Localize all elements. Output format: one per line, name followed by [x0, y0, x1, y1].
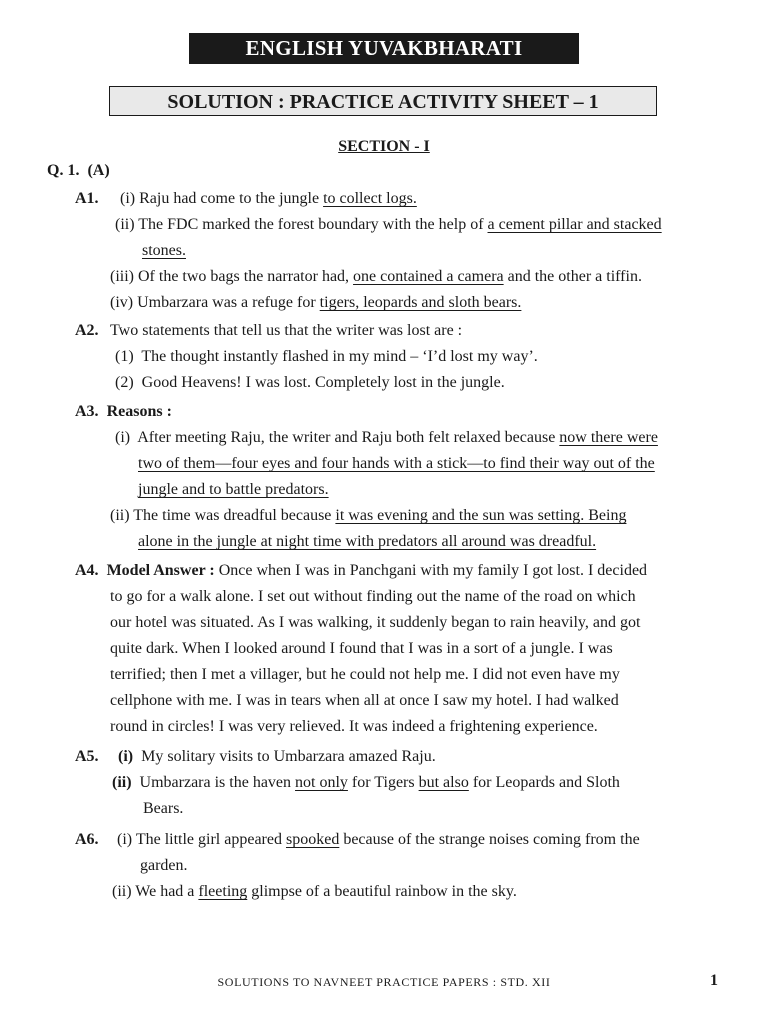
a4-line-4: quite dark. When I looked around I found that I was in a sort of a jungle. I was — [110, 640, 613, 657]
a3-item-2-line2: alone in the jungle at night time with predators all around was dreadful. — [138, 533, 597, 550]
a1-item-2-cont: stones. — [142, 242, 186, 259]
a5-item-2-cont: Bears. — [143, 800, 184, 817]
a1-item-3: (iii) Of the two bags the narrator had, one contained a camera and the other a tiffin. — [110, 268, 642, 285]
a3-item-2: (ii) The time was dreadful because it was evening and the sun was setting. Being — [110, 507, 627, 524]
a4-line-5: terrified; then I met a villager, but he could not help me. I did not even have my — [110, 666, 620, 683]
a3-item-1-line2: two of them—four eyes and four hands with a stick—to find their way out of the — [138, 455, 655, 472]
a3-item-1: (i) After meeting Raju, the writer and Raju both felt relaxed because now there were — [115, 429, 658, 446]
section-heading: SECTION - I — [338, 138, 430, 155]
answer-label-a3: A3. Reasons : — [75, 403, 172, 420]
a3-item-1-line3: jungle and to battle predators. — [138, 481, 329, 498]
page-title: ENGLISH YUVAKBHARATI — [189, 33, 579, 64]
a6-item-2: (ii) We had a fleeting glimpse of a beautiful rainbow in the sky. — [112, 883, 517, 900]
a2-item-2: (2) Good Heavens! I was lost. Completely lost in the jungle. — [115, 374, 505, 391]
a4-line-6: cellphone with me. I was in tears when all at once I saw my hotel. I had walked — [110, 692, 619, 709]
a4-line-2: to go for a walk alone. I set out without finding out the name of the road on which — [110, 588, 636, 605]
a1-item-2: (ii) The FDC marked the forest boundary with the help of a cement pillar and stacked — [115, 216, 662, 233]
a5-item-2: (ii) Umbarzara is the haven not only for Tigers but also for Leopards and Sloth — [112, 774, 620, 791]
page-footer: SOLUTIONS TO NAVNEET PRACTICE PAPERS : STD. XII — [217, 975, 551, 989]
answer-label-a6: A6. — [75, 831, 99, 848]
a2-item-1: (1) The thought instantly flashed in my mind – ‘I’d lost my way’. — [115, 348, 538, 365]
a5-item-1: (i) My solitary visits to Umbarzara amazed Raju. — [118, 748, 436, 765]
answer-label-a2: A2. — [75, 322, 99, 339]
a1-item-4: (iv) Umbarzara was a refuge for tigers, leopards and sloth bears. — [110, 294, 522, 311]
a2-intro: Two statements that tell us that the writer was lost are : — [110, 322, 463, 339]
a4-line-3: our hotel was situated. As I was walking, it suddenly began to rain heavily, and got — [110, 614, 641, 631]
page-number: 1 — [710, 972, 718, 989]
answer-label-a5: A5. — [75, 748, 99, 765]
page-subtitle: SOLUTION : PRACTICE ACTIVITY SHEET – 1 — [109, 86, 657, 116]
a6-item-1-cont: garden. — [140, 857, 188, 874]
a6-item-1: (i) The little girl appeared spooked because of the strange noises coming from the — [117, 831, 640, 848]
answer-label-a1: A1. — [75, 190, 99, 207]
a4-line-7: round in circles! I was very relieved. It was indeed a frightening experience. — [110, 718, 598, 735]
a4-line-1: A4. Model Answer : Once when I was in Panchgani with my family I got lost. I decided — [75, 562, 648, 579]
question-label: Q. 1. (A) — [47, 162, 110, 179]
a1-item-1: (i) Raju had come to the jungle to collect logs. — [120, 190, 417, 207]
